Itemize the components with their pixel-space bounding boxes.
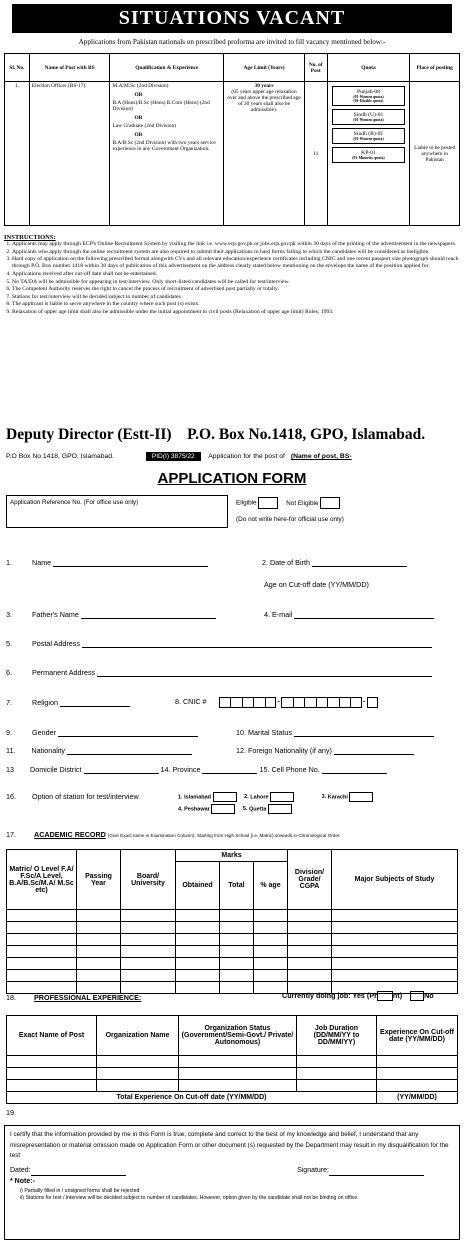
pobox-text: P.O Box No.1418, GPO, Islamabad.	[6, 453, 114, 460]
age-bold: 30 years	[254, 83, 274, 89]
quota-sindh-r-sub: (01-Women quota)	[353, 137, 384, 141]
province-label: 14. Province	[160, 765, 201, 774]
station-lahore: Lahore	[250, 794, 269, 801]
domicile-field[interactable]	[84, 766, 159, 774]
apply-for-label: Application for the post of	[208, 453, 285, 460]
cnic-boxes-2[interactable]	[281, 697, 362, 708]
deputy-director-address: Deputy Director (Estt-II) P.O. Box No.1418, GPO, Islamabad.	[6, 426, 426, 443]
application-form-title: APPLICATION FORM	[157, 470, 307, 487]
name-field[interactable]	[53, 559, 208, 567]
instruction-item: 9. Relaxation of upper age limit shall also be admissible under the initial appointment to civil posts (Relaxation of upper age limit) Rules, 1993.	[12, 309, 460, 316]
station-quetta-box[interactable]	[268, 804, 292, 814]
cell-field[interactable]	[322, 766, 387, 774]
eligibility-row	[236, 497, 340, 509]
cell-label: 15. Cell Phone No.	[259, 765, 320, 774]
note-item: ii) Stations for test / interview will be decided subject to number of candidates. However, option given by the candidate shall not be binding on office.	[20, 1194, 359, 1201]
reference-box	[6, 495, 228, 528]
qual-1: M.A/M.Sc (2nd Division)	[112, 83, 169, 89]
field-row-5	[6, 639, 432, 648]
domicile-label: Domicile District	[30, 765, 82, 774]
station-num: 1.	[178, 794, 183, 801]
not-eligible-checkbox[interactable]	[320, 497, 340, 509]
religion-label: Religion	[32, 698, 58, 707]
quota-sindh-u-name: Sindh (U)-01	[353, 112, 384, 118]
quota-kp	[332, 147, 406, 163]
eligible-label: Eligible	[236, 499, 257, 507]
station-row	[6, 792, 139, 801]
table-row[interactable]	[7, 1056, 458, 1068]
qual-or-3: OR	[134, 132, 143, 138]
age-cutoff-label: Age on Cut-off date (YY/MM/DD)	[264, 580, 369, 589]
province-field[interactable]	[202, 766, 257, 774]
permanent-label: Permanent Address	[32, 668, 96, 677]
situations-vacant-header: SITUATIONS VACANT	[12, 4, 452, 33]
cnic-dash: -	[362, 696, 366, 706]
col-marks: Marks	[176, 850, 288, 862]
field-row-9	[6, 728, 198, 737]
certification-text: I certify that the information provided by me in this Form is true, complete and correct to the best of my knowledge and belief, I understand that any misrepresentation or material omission made on Application Form or other document (s) requested by the Department may result in my disqualification for the test	[10, 1131, 449, 1159]
num-5: 5.	[6, 639, 12, 648]
dated-field[interactable]	[31, 1168, 126, 1176]
field-row-7	[6, 698, 130, 707]
qual-2: B.A (Hons)/B.Sc (Hons) B.Com (Hons) (2nd Division)	[112, 100, 210, 112]
num-9: 9.	[6, 728, 12, 737]
intro-text: Applications from Pakistan nationals on prescribed proforma are invited to fill vacancy mentioned below:-	[78, 38, 386, 46]
station-label: Option of station for test/interview	[32, 792, 139, 801]
signature-field[interactable]	[329, 1168, 424, 1176]
station-islamabad: Islamabad	[184, 794, 212, 801]
field-row-3	[6, 610, 216, 619]
col-exact-post: Exact Name of Post	[7, 1016, 97, 1056]
col-job-duration: Job Duration (DD/MM/YY to DD/MM/YY)	[297, 1016, 377, 1056]
col-org-status: Organization Status (Government/Semi-Govt./ Private/ Autonomous)	[179, 1016, 297, 1056]
quota-punjab-sub1: (01-Women quota)	[353, 95, 384, 99]
table-row[interactable]	[7, 922, 458, 934]
postal-field[interactable]	[82, 640, 432, 648]
foreign-field[interactable]	[334, 747, 414, 755]
quota-sindh-r	[332, 128, 406, 144]
qual-4: B.A/B.Sc (2nd Division) with two years service experience in any Government Organization.	[112, 140, 216, 152]
num-6: 6.	[6, 668, 12, 677]
num-16: 16.	[6, 792, 16, 801]
doing-job-label: Currently doing job: Yes (Pr	[282, 991, 377, 1000]
instruction-item: 7. Stations for test/interview will be decided subject to number of candidates.	[12, 294, 460, 301]
dated-label: Dated:	[10, 1166, 31, 1174]
quota-punjab	[332, 86, 406, 106]
dob-label: 2. Date of Birth	[262, 558, 310, 567]
num-19: 19.	[6, 1108, 16, 1117]
table-row[interactable]	[7, 1068, 458, 1080]
num-13: 13	[6, 765, 14, 774]
field-row-1	[6, 558, 208, 567]
instruction-item: 5. No TA/DA will be admissible for appearing in test/interview. Only short-listed candidates will be called for test/interview.	[12, 279, 460, 286]
vacancy-table	[4, 53, 460, 226]
station-num: 2.	[244, 794, 249, 801]
eligible-checkbox[interactable]	[258, 497, 278, 509]
cell-post: Election Officer (BS-17).	[29, 82, 110, 226]
table-row[interactable]	[7, 946, 458, 958]
reference-label: Application Reference No. (For office use only)	[10, 499, 139, 506]
instruction-item: 1. Applicants may apply through ECP's Online Recruitment System by visiting the link i.e. www.ecp.gov.pk or jobs.ecp.gov.pk within 30 days of the printing of the advertisement in the newspapers.	[12, 241, 460, 248]
col-posts: No. of Post	[304, 54, 327, 82]
num-1: 1.	[6, 558, 12, 567]
station-quetta: Quetta	[249, 806, 267, 813]
father-field[interactable]	[81, 611, 216, 619]
total-experience-label: Total Experience On Cut-off date (YY/MM/DD)	[7, 1092, 377, 1104]
foreign-label: 12. Foreign Nationality (if any)	[236, 746, 332, 755]
total-experience-row	[7, 1092, 458, 1104]
marital-label: 10. Marital Status	[236, 728, 292, 737]
qual-or-2: OR	[134, 115, 143, 121]
cnic-boxes-1[interactable]	[219, 697, 277, 708]
num-18: 18.	[6, 993, 16, 1002]
col-sl: Sl. No.	[5, 54, 30, 82]
pid-badge: PID(I) 3875/22	[146, 452, 201, 461]
professional-heading	[6, 993, 141, 1002]
academic-table	[6, 849, 458, 994]
quota-kp-name: KP-01	[361, 150, 376, 156]
col-division: Division/ Grade/ CGPA	[288, 850, 332, 910]
qual-or-1: OR	[134, 92, 143, 98]
station-lahore-box[interactable]	[270, 792, 294, 802]
col-org-name: Organization Name	[97, 1016, 179, 1056]
cell-quota	[327, 82, 410, 226]
age-text: (05 years upper age relaxation over and above the prescribed age of 30 years shall also be admissible).	[227, 89, 301, 113]
father-label: Father's Name	[32, 610, 79, 619]
station-peshawar-box[interactable]	[211, 804, 235, 814]
cell-place: Liable to be posted anywhere in Pakistan	[410, 82, 460, 226]
col-passing-year: Passing Year	[77, 850, 121, 910]
col-major: Major Subjects of Study	[332, 850, 458, 910]
quota-sindh-u-sub: (01-Women quota)	[353, 118, 384, 122]
cnic-label: 8. CNIC #	[175, 697, 207, 706]
field-row-13	[6, 765, 387, 774]
instruction-item: 8. The applicant is liable to serve anywhere in the country where such post (s) exists.	[12, 301, 460, 308]
postal-label: Postal Address	[32, 639, 80, 648]
email-row	[264, 610, 434, 619]
nationality-label: Nationality	[31, 746, 66, 755]
dated-signature-row	[10, 1166, 454, 1177]
post-name-label: (Name of post, BS-	[290, 453, 352, 460]
table-row[interactable]	[7, 970, 458, 982]
note-title: * Note:-	[10, 1178, 35, 1185]
certification-box	[4, 1125, 460, 1240]
station-num: 3.	[321, 794, 327, 801]
signature-label: Signature:	[297, 1166, 329, 1174]
gender-field[interactable]	[58, 729, 198, 737]
yes-checkbox[interactable]	[377, 991, 393, 1001]
col-exam: Matric/ O Level F.A/ F.Sc/A Level, B.A/B.Sc/M.A/ M.Sc etc)	[7, 850, 77, 910]
table-row[interactable]	[7, 958, 458, 970]
qual-3: Law Graduate (2nd Division)	[112, 123, 177, 129]
academic-note: (Give Exact name in Examination Column). Starting from High School (i.e. Matric) onwards in Chronological Order.	[107, 833, 341, 838]
station-karachi: Karachi	[327, 794, 348, 801]
instructions-title: INSTRUCTIONS:	[4, 234, 56, 241]
col-board: Board/ University	[121, 850, 176, 910]
email-field[interactable]	[294, 611, 434, 619]
office-use-note: (Do not write here-for official use only)	[236, 516, 344, 523]
station-peshawar: Peshawar	[184, 806, 210, 813]
cell-qualification	[110, 82, 224, 226]
num-11: 11.	[6, 746, 16, 755]
station-num: 5.	[242, 806, 248, 813]
col-qualification: Qualification & Experience	[110, 54, 224, 82]
instruction-item: 2. Applicants who apply through the online recruitment system are also required to submit their applications in hard forms failing to which the candidates will be considered as ineligible.	[12, 249, 460, 256]
field-row-11	[6, 746, 192, 755]
dob-field[interactable]	[312, 559, 407, 567]
field-row-6	[6, 668, 432, 677]
dob-row	[262, 558, 407, 567]
col-place: Place of posting	[410, 54, 460, 82]
station-num: 4.	[178, 806, 183, 813]
instructions	[4, 234, 460, 317]
professional-title: PROFESSIONAL EXPERIENCE:	[34, 993, 142, 1002]
col-post: Name of Post with BS	[29, 54, 110, 82]
not-eligible-label: Not Eligible	[286, 499, 319, 507]
gender-label: Gender	[32, 728, 56, 737]
num-17: 17.	[6, 830, 16, 839]
col-percent: % age	[254, 862, 288, 910]
cnic-row	[175, 696, 378, 708]
quota-kp-sub: (01-Minority quota)	[352, 156, 385, 160]
pobox-line	[6, 452, 458, 461]
permanent-field[interactable]	[97, 669, 432, 677]
cnic-boxes-3[interactable]	[367, 697, 379, 708]
academic-heading	[6, 830, 340, 839]
foreign-row	[236, 746, 414, 755]
nationality-field[interactable]	[67, 747, 192, 755]
no-label: No	[424, 991, 434, 1000]
cell-sl: 1.	[5, 82, 30, 226]
quota-sindh-r-name: Sindh (R)-01	[353, 131, 384, 137]
marital-field[interactable]	[294, 729, 434, 737]
station-karachi-box[interactable]	[349, 792, 373, 802]
email-label: 4. E-mail	[264, 610, 293, 619]
quota-punjab-name: Punjab-08	[356, 89, 380, 95]
note-item: i) Partially filled in / unsigned forms shall be rejected	[20, 1187, 140, 1194]
no-checkbox[interactable]	[410, 991, 424, 1001]
col-experience: Experience On Cut-off date (YY/MM/DD)	[377, 1016, 458, 1056]
instruction-item: 6. The Competent Authority reserves the right to cancel the process of recruitment of advertised post partially or totally.	[12, 286, 460, 293]
total-experience-value: (YY/MM/DD)	[377, 1092, 458, 1104]
religion-field[interactable]	[60, 699, 130, 707]
table-row[interactable]	[7, 1080, 458, 1092]
table-row[interactable]	[7, 934, 458, 946]
quota-sindh-u	[332, 109, 406, 125]
col-total: Total	[220, 862, 254, 910]
cnic-dash: -	[277, 696, 281, 706]
marital-row	[236, 728, 434, 737]
cell-posts: 11	[304, 82, 327, 226]
professional-table	[6, 1015, 458, 1104]
col-quota: Quota	[327, 54, 410, 82]
num-3: 3.	[6, 610, 12, 619]
instruction-item: 4. Applications received after cut-off date shall not be entertained.	[12, 271, 460, 278]
col-age: Age Limit (Years)	[224, 54, 305, 82]
doing-job-label-2: nt)	[392, 991, 403, 1000]
instruction-item: 3. Hard copy of application on the following prescribed format alongwith CVs and all relevant education/experience certificates including CNIC and one recent passport size photograph should reach through P.O. Box number 1418 within 30 days of publication of this advertisement on the address clearly stated below mentioning on the envelope the name of the position applied for.	[12, 256, 460, 270]
currently-doing-row	[282, 991, 434, 1001]
table-row[interactable]	[7, 910, 458, 922]
quota-punjab-sub2: (01-Disable quota)	[353, 99, 384, 103]
col-obtained: Obtained	[176, 862, 220, 910]
num-7: 7.	[6, 698, 12, 707]
station-options	[178, 792, 373, 814]
cell-age	[224, 82, 305, 226]
station-islamabad-box[interactable]	[213, 792, 237, 802]
name-label: Name	[32, 558, 52, 567]
academic-title: ACADEMIC RECORD	[34, 830, 106, 839]
